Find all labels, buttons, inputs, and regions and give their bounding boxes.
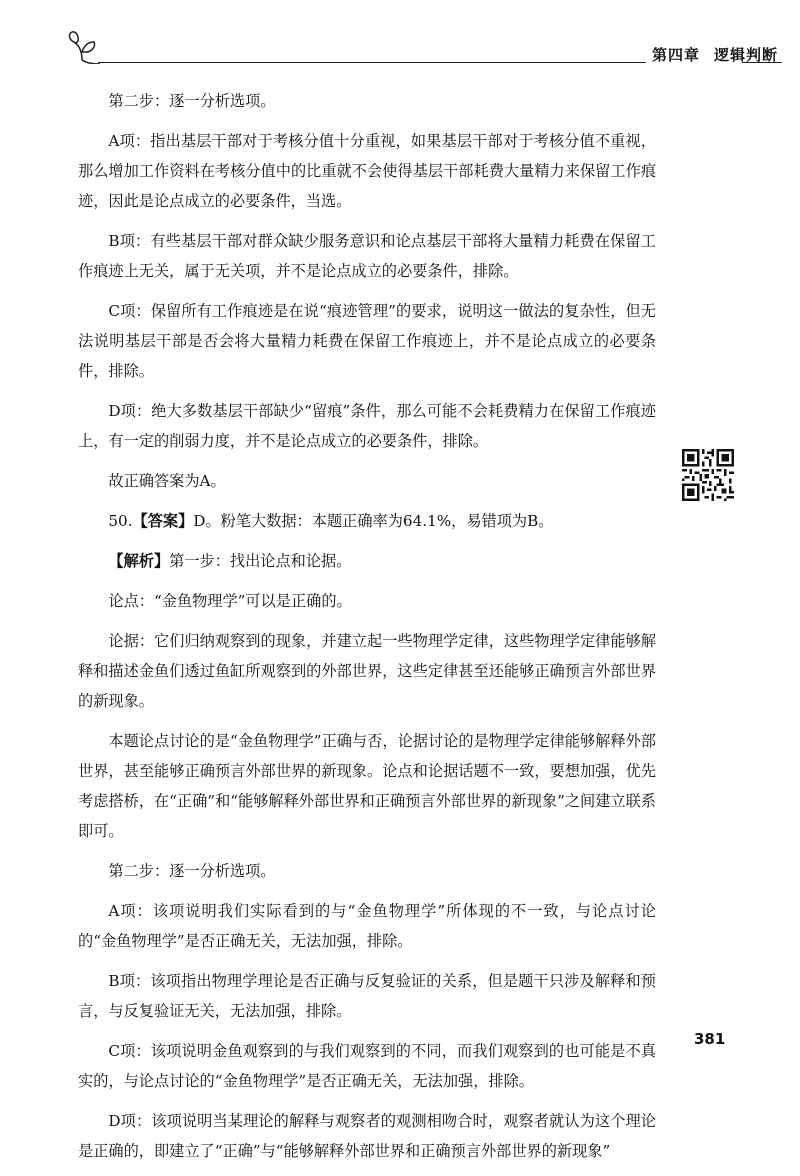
answer-label: 【答案】 — [132, 512, 194, 530]
paragraph: A项：指出基层干部对于考核分值十分重视，如果基层干部对于考核分值不重视，那么增加工作资料在考核分值中的比重就不会使得基层干部耗费大量精力来保留工作痕迹，因此是论点成立的必要条件，当选。 — [78, 132, 656, 210]
analysis-paragraph: 【解析】第一步：找出论点和论据。 — [108, 552, 352, 570]
paragraph: B项：有些基层干部对群众缺少服务意识和论点基层干部将大量精力耗费在保留工作痕迹上无关，属于无关项，并不是论点成立的必要条件，排除。 — [78, 232, 656, 280]
chapter-name: 逻辑判断 — [714, 46, 779, 64]
answer-paragraph: 50.【答案】D。粉笔大数据：本题正确率为64.1%，易错项为B。 — [108, 512, 554, 530]
paragraph: D项：绝大多数基层干部缺少“留痕”条件，那么可能不会耗费精力在保留工作痕迹上，有一定的削弱力度，并不是论点成立的必要条件，排除。 — [78, 402, 656, 450]
analysis-label: 【解析】 — [108, 552, 170, 570]
page-number: 381 — [694, 1030, 726, 1048]
paragraph: C项：保留所有工作痕迹是在说“痕迹管理”的要求，说明这一做法的复杂性，但无法说明基层干部是否会将大量精力耗费在保留工作痕迹上，并不是论点成立的必要条件，排除。 — [78, 302, 656, 380]
paragraph: 第二步：逐一分析选项。 — [108, 862, 276, 880]
paragraph: C项：该项说明金鱼观察到的与我们观察到的不同，而我们观察到的也可能是不真实的，与论点讨论的“金鱼物理学”是否正确无关，无法加强，排除。 — [78, 1042, 656, 1090]
paragraph: A项：该项说明我们实际看到的与“金鱼物理学”所体现的不一致，与论点讨论的“金鱼物理学”是否正确无关，无法加强，排除。 — [78, 902, 656, 950]
paragraph: 第二步：逐一分析选项。 — [108, 92, 276, 110]
page-content — [78, 86, 656, 1176]
paragraph: 论点：“金鱼物理学”可以是正确的。 — [108, 592, 352, 610]
paragraph: 本题论点讨论的是“金鱼物理学”正确与否，论据讨论的是物理学定律能够解释外部世界，甚至能够正确预言外部世界的新现象。论点和论据话题不一致，要想加强，优先考虑搭桥，在“正确”和“能够解释外部世界和正确预言外部世界的新现象”之间建立联系即可。 — [78, 732, 656, 840]
qr-code-icon[interactable] — [682, 449, 734, 501]
paragraph: 论据：它们归纳观察到的现象，并建立起一些物理学定律，这些物理学定律能够解释和描述金鱼们透过鱼缸所观察到的外部世界，这些定律甚至还能够正确预言外部世界的新现象。 — [78, 632, 656, 710]
question-number: 50. — [108, 512, 133, 530]
header-rule — [98, 62, 646, 63]
leaf-sprout-icon — [66, 30, 100, 64]
paragraph: 故正确答案为A。 — [108, 472, 226, 490]
header-rule-right — [742, 62, 782, 63]
chapter-number: 第四章 — [652, 46, 701, 64]
paragraph: B项：该项指出物理学理论是否正确与反复验证的关系，但是题干只涉及解释和预言，与反复验证无关，无法加强，排除。 — [78, 972, 656, 1020]
page-header — [66, 28, 782, 68]
paragraph: D项：该项说明当某理论的解释与观察者的观测相吻合时，观察者就认为这个理论是正确的，即建立了“正确”与“能够解释外部世界和正确预言外部世界的新现象” — [78, 1112, 656, 1160]
